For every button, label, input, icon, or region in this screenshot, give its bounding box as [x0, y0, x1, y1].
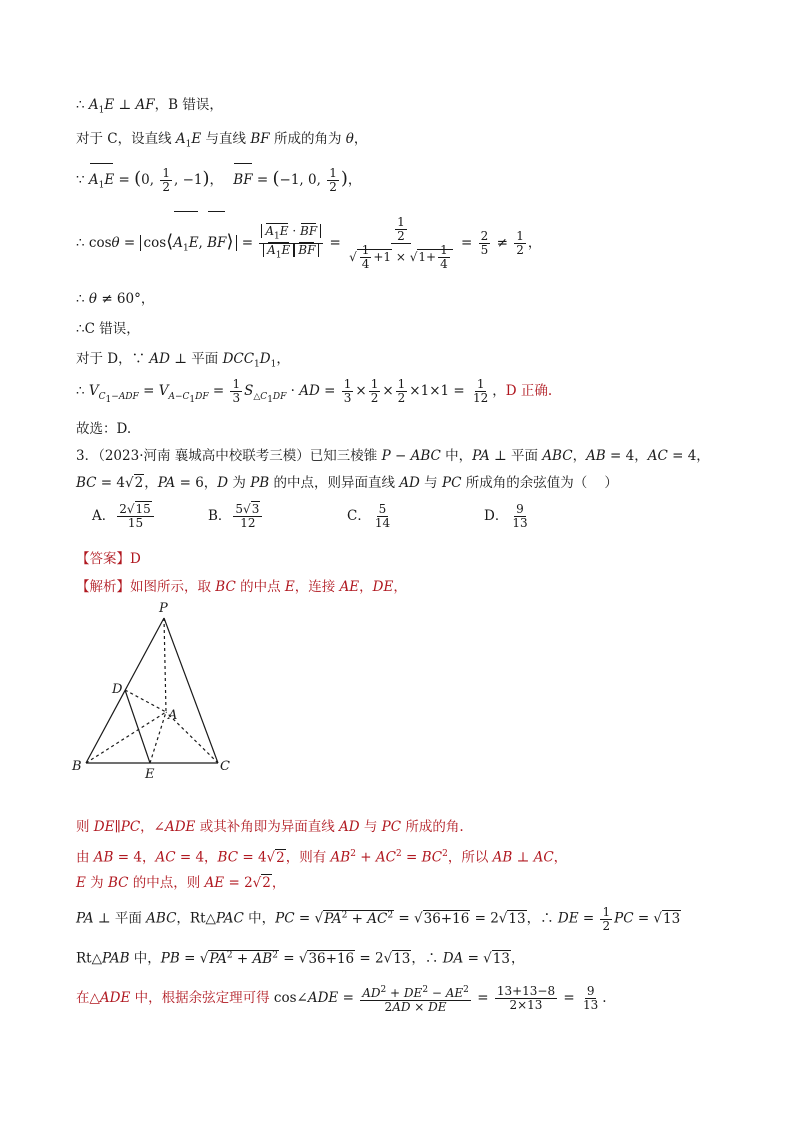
analysis-line-2: 由 AB = 4，AC = 4，BC = 4√2，则有 $AB^2 + AC^2 = BC^2$，所以 AB ⊥ AC，	[76, 849, 568, 866]
analysis-tag: 【解析】	[76, 579, 130, 595]
segment-ae	[150, 712, 166, 763]
analysis-line-4: PA ⊥ 平面 ABC，Rt△PAC 中，PC = $√PA^2 + AC^2 = √36+16 = 2√13$，∴ DE = $\frac{1}{2}$ PC = √13	[76, 904, 681, 933]
line-1-text: ∴ $A_1E$ ⊥ AF，B 错误，	[76, 97, 223, 116]
solution-line-1	[76, 96, 223, 120]
solution-line-5: ∴ θ ≠ 60°，	[76, 291, 155, 307]
analysis-line-5: Rt△PAB 中，PB = $√PA^2 + AB^2 = √36+16 = 2√13$，∴ DA = √13，	[76, 950, 525, 967]
solution-line-8: ∴ $V_{C_1-ADF} = V_{A-C_1DF}$ = $\frac{1}{3}$ $S_{\triangle C_1DF}$ · AD = $\frac{1}{3}$ × $\frac{1}{2}$ × $\frac{1}{2}$ ×1×1 = $\frac{1}{12}$ ，D 正确.	[76, 377, 553, 405]
question-3-stem-2: BC = 4√2，PA = 6，D 为 PB 的中点，则异面直线 AD 与 PC 所成角的余弦值为（ ）	[76, 475, 618, 491]
option-b: B． $\frac{5√3}{12}$	[208, 503, 264, 530]
option-c: C． $\frac{5}{14}$	[347, 502, 391, 530]
solution-line-2: 对于 C，设直线 $A_1E$ 与直线 BF 所成的角为 θ，	[76, 131, 368, 150]
label-b: B	[72, 759, 82, 774]
label-a: A	[168, 708, 178, 723]
question-number: 3．	[76, 448, 99, 464]
label-c: C	[220, 759, 230, 774]
question-3-stem-1: 3．（2023·河南 襄城高中校联考三模）已知三棱锥 P − ABC 中，PA ⊥ 平面 ABC，AB = 4，AC = 4，	[76, 448, 710, 464]
solution-line-6: ∴C 错误，	[76, 321, 140, 337]
edge-pa	[164, 618, 166, 712]
answer-line	[76, 550, 141, 568]
solution-line-3: ∵ $A_1E = (0$, $\frac{1}{2}$ , −1)， BF = (−1, 0, $\frac{1}{2}$ )，	[76, 164, 361, 201]
edge-pc	[164, 618, 218, 763]
question-source: （2023·河南 襄城高中校联考三模）	[98, 448, 310, 464]
answer-tag: 【答案】	[76, 551, 130, 567]
analysis-line-6: 在△ADE 中，根据余弦定理可得 cos∠ADE = $\frac{AD^2 + DE^2 - AE^2}{2AD \times DE}$ = $\frac{13+13-8}{2\times 13}$ = $\frac{9}{13}$ .	[76, 984, 607, 1014]
answer-value: D	[130, 551, 141, 567]
solution-line-7: 对于 D，∵ AD ⊥ 平面 $DCC_1D_1$，	[76, 351, 290, 370]
analysis-line-1: 则 DE∥PC，∠ADE 或其补角即为异面直线 AD 与 PC 所成的角.	[76, 819, 464, 835]
option-d: D． $\frac{9}{13}$	[484, 502, 528, 530]
label-p: P	[159, 601, 168, 616]
analysis-intro: 【解析】如图所示，取 BC 的中点 E，连接 AE，DE，	[76, 579, 407, 595]
tetrahedron-figure	[68, 600, 248, 785]
edge-ab	[86, 712, 166, 763]
option-a: A． $\frac{2√15}{15}$	[92, 503, 156, 530]
solution-line-4: ∴ $\cos\theta = \cos⟨A_1E$, BF⟩ = $\frac{A_1E \cdot BF}{A_1E BF}$ = $\frac{1}{2}$ √ $\frac{1}{4}$ +1 × √1+ $\frac{1}{4}$ = $\frac{2}{5}$ ≠ $\frac{1}{2}$ ，	[76, 212, 541, 279]
analysis-line-3: E 为 BC 的中点，则 AE = 2√2，	[76, 875, 286, 891]
label-e: E	[145, 767, 155, 782]
segment-de	[125, 690, 150, 763]
solution-line-9: 故选：D.	[76, 421, 132, 437]
label-d: D	[112, 682, 123, 697]
